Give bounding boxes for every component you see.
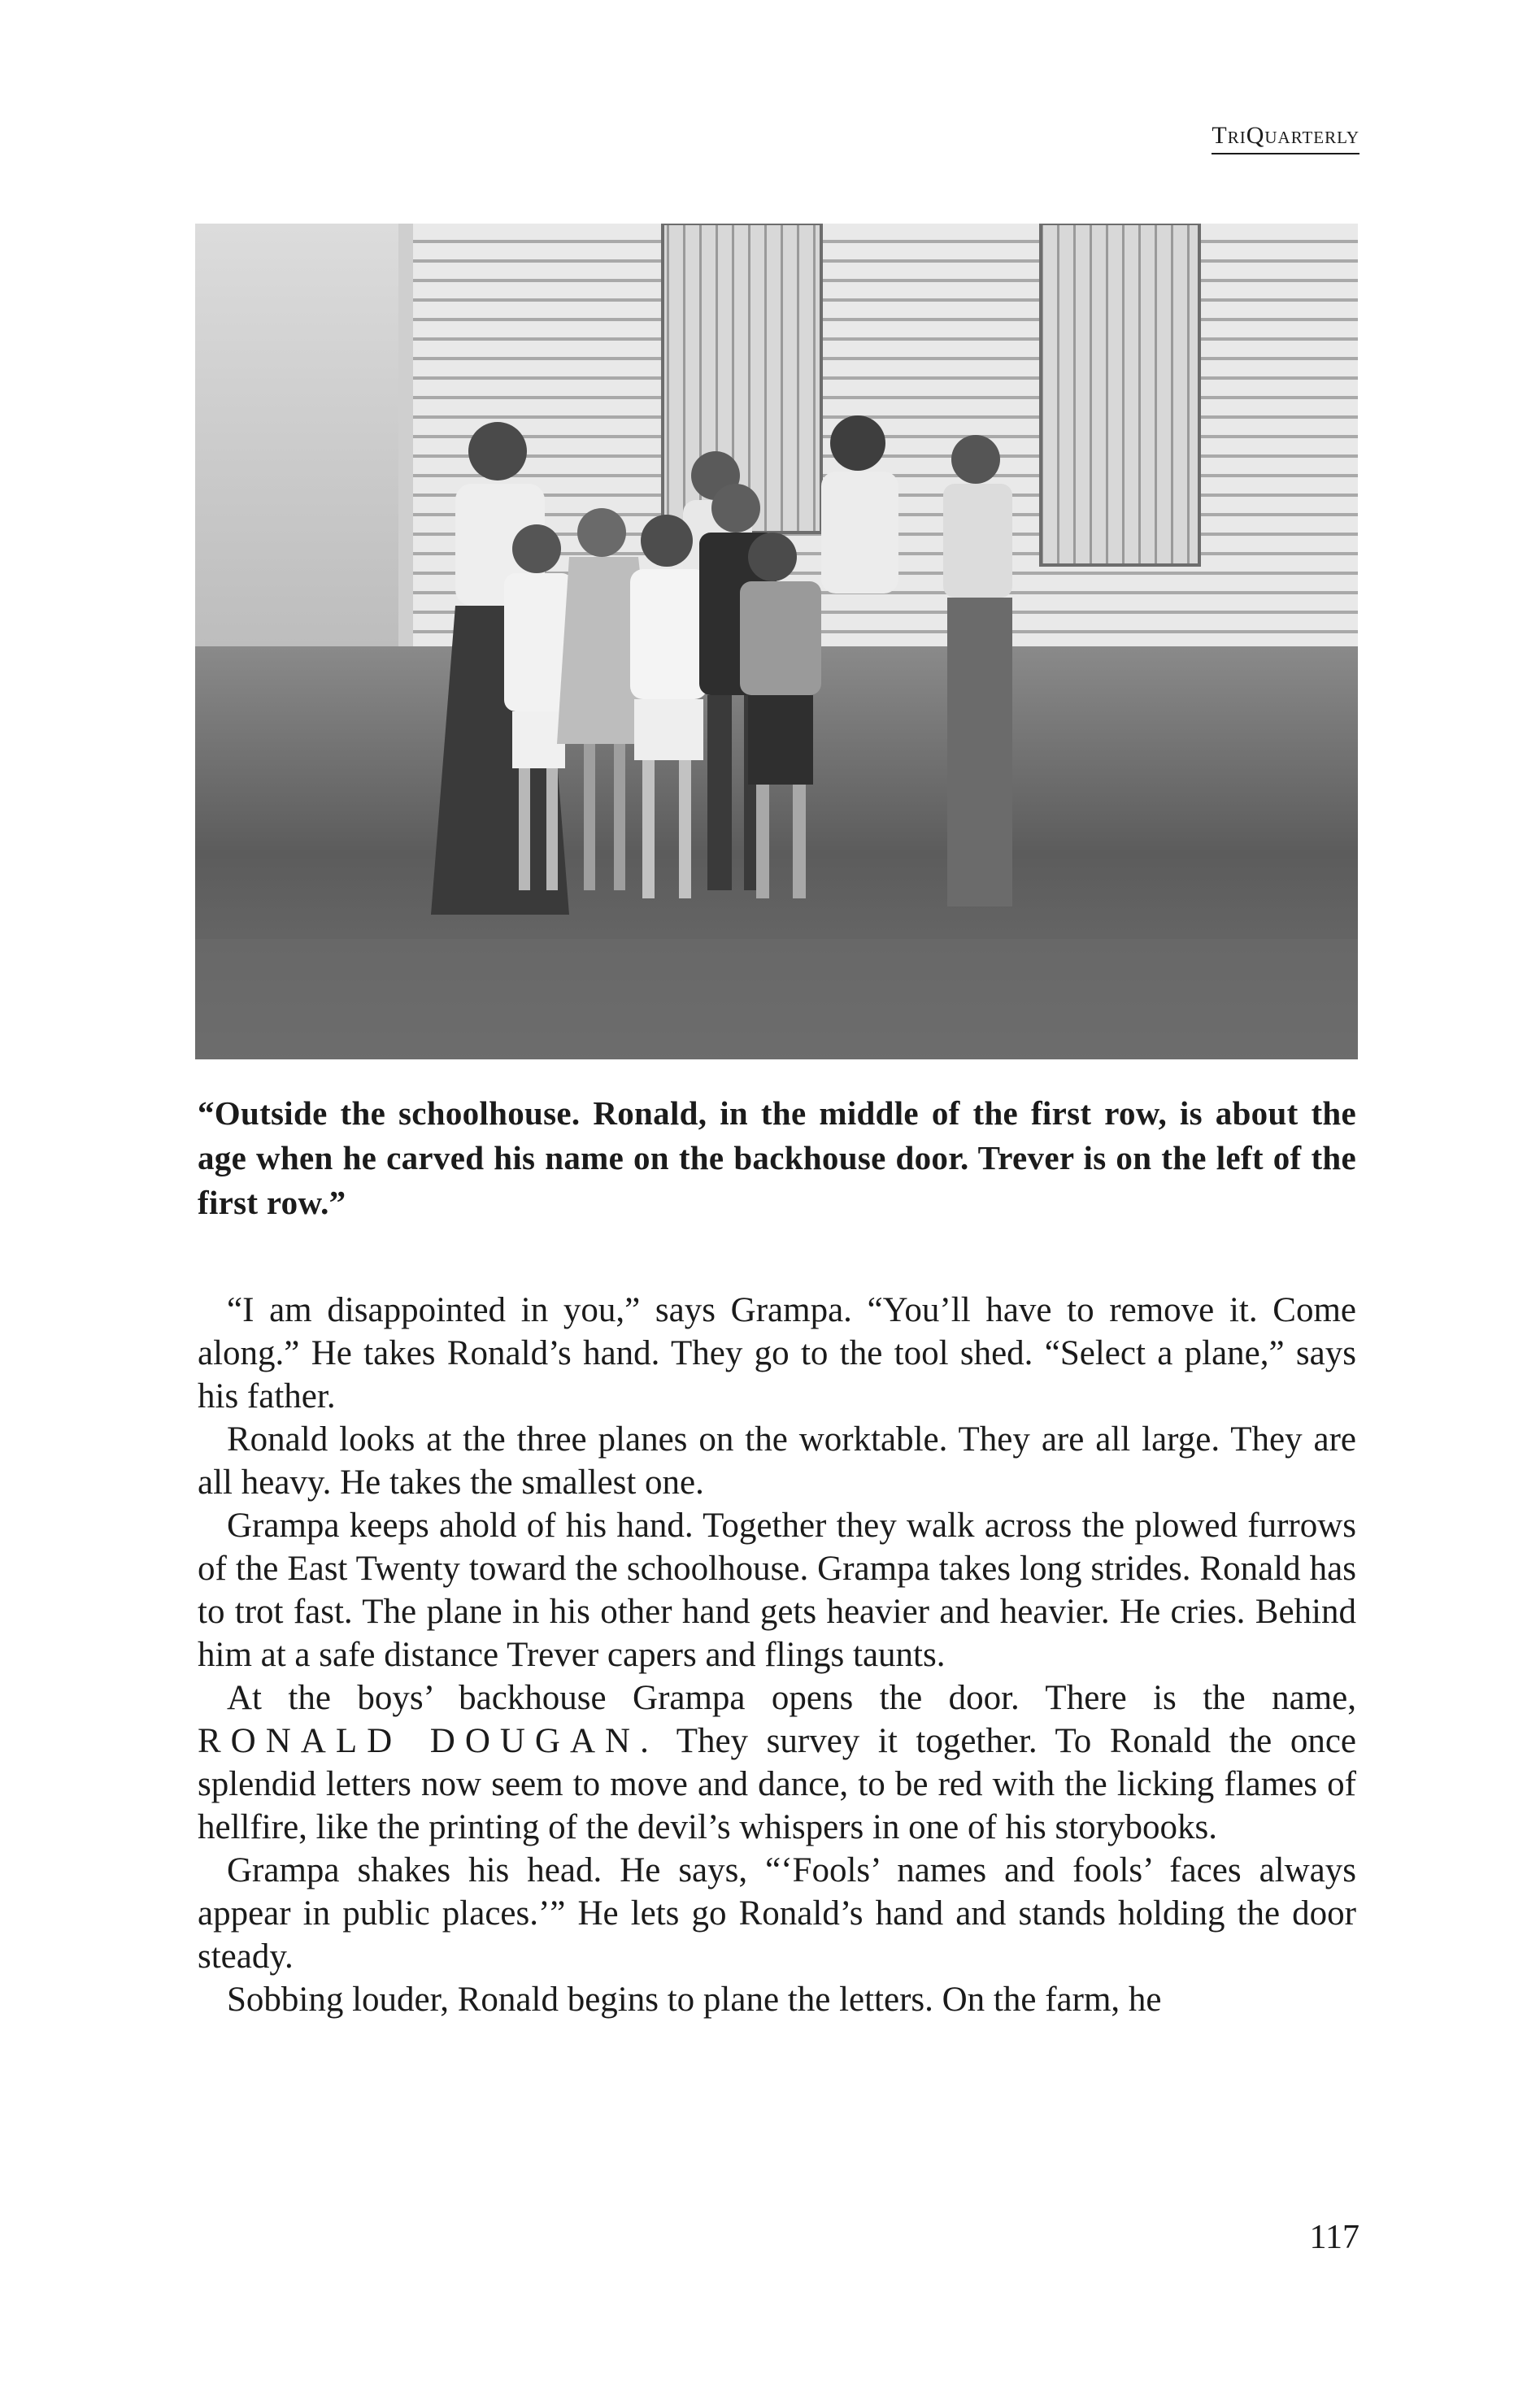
paragraph: Grampa shakes his head. He says, “‘Fools’ names and fools’ faces always appear in public places.’” He lets go Ronald’s hand and stands holding the door steady.	[198, 1851, 1356, 1976]
body-text	[198, 1289, 1356, 2021]
paragraph	[198, 1676, 1356, 1849]
paragraph-text: They survey it together. To Ronald the once splendid letters now seem to move and dance, to be red with the licking flames of hellfire, like the printing of the devil’s whispers in one of his storybooks.	[198, 1722, 1356, 1846]
paragraph: Sobbing louder, Ronald begins to plane the letters. On the farm, he	[227, 1981, 1162, 2019]
paragraph-text: At the boys’ backhouse Grampa opens the door. There is the name,	[227, 1679, 1356, 1717]
running-head: TriQuarterly	[1212, 122, 1359, 154]
paragraph: Grampa keeps ahold of his hand. Together they walk across the plowed furrows of the East Twenty toward the schoolhouse. Grampa takes long strides. Ronald has to trot fast. The plane in his other hand gets heavier and heavier. He cries. Behind him at a safe distance Trever capers and flings taunts.	[198, 1507, 1356, 1674]
paragraph: Ronald looks at the three planes on the worktable. They are all large. They are all heavy. He takes the smallest one.	[198, 1420, 1356, 1502]
schoolhouse-group-photo-icon	[195, 224, 1358, 1059]
page-number: 117	[1309, 2219, 1359, 2256]
carved-name: RONALD DOUGAN.	[198, 1722, 659, 1760]
paragraph: “I am disappointed in you,” says Grampa. “You’ll have to remove it. Come along.” He takes Ronald’s hand. They go to the tool shed. “Select a plane,” says his father.	[198, 1291, 1356, 1415]
photo-caption: “Outside the schoolhouse. Ronald, in the middle of the first row, is about the age when he carved his name on the backhouse door. Trever is on the left of the first row.”	[198, 1094, 1356, 1221]
